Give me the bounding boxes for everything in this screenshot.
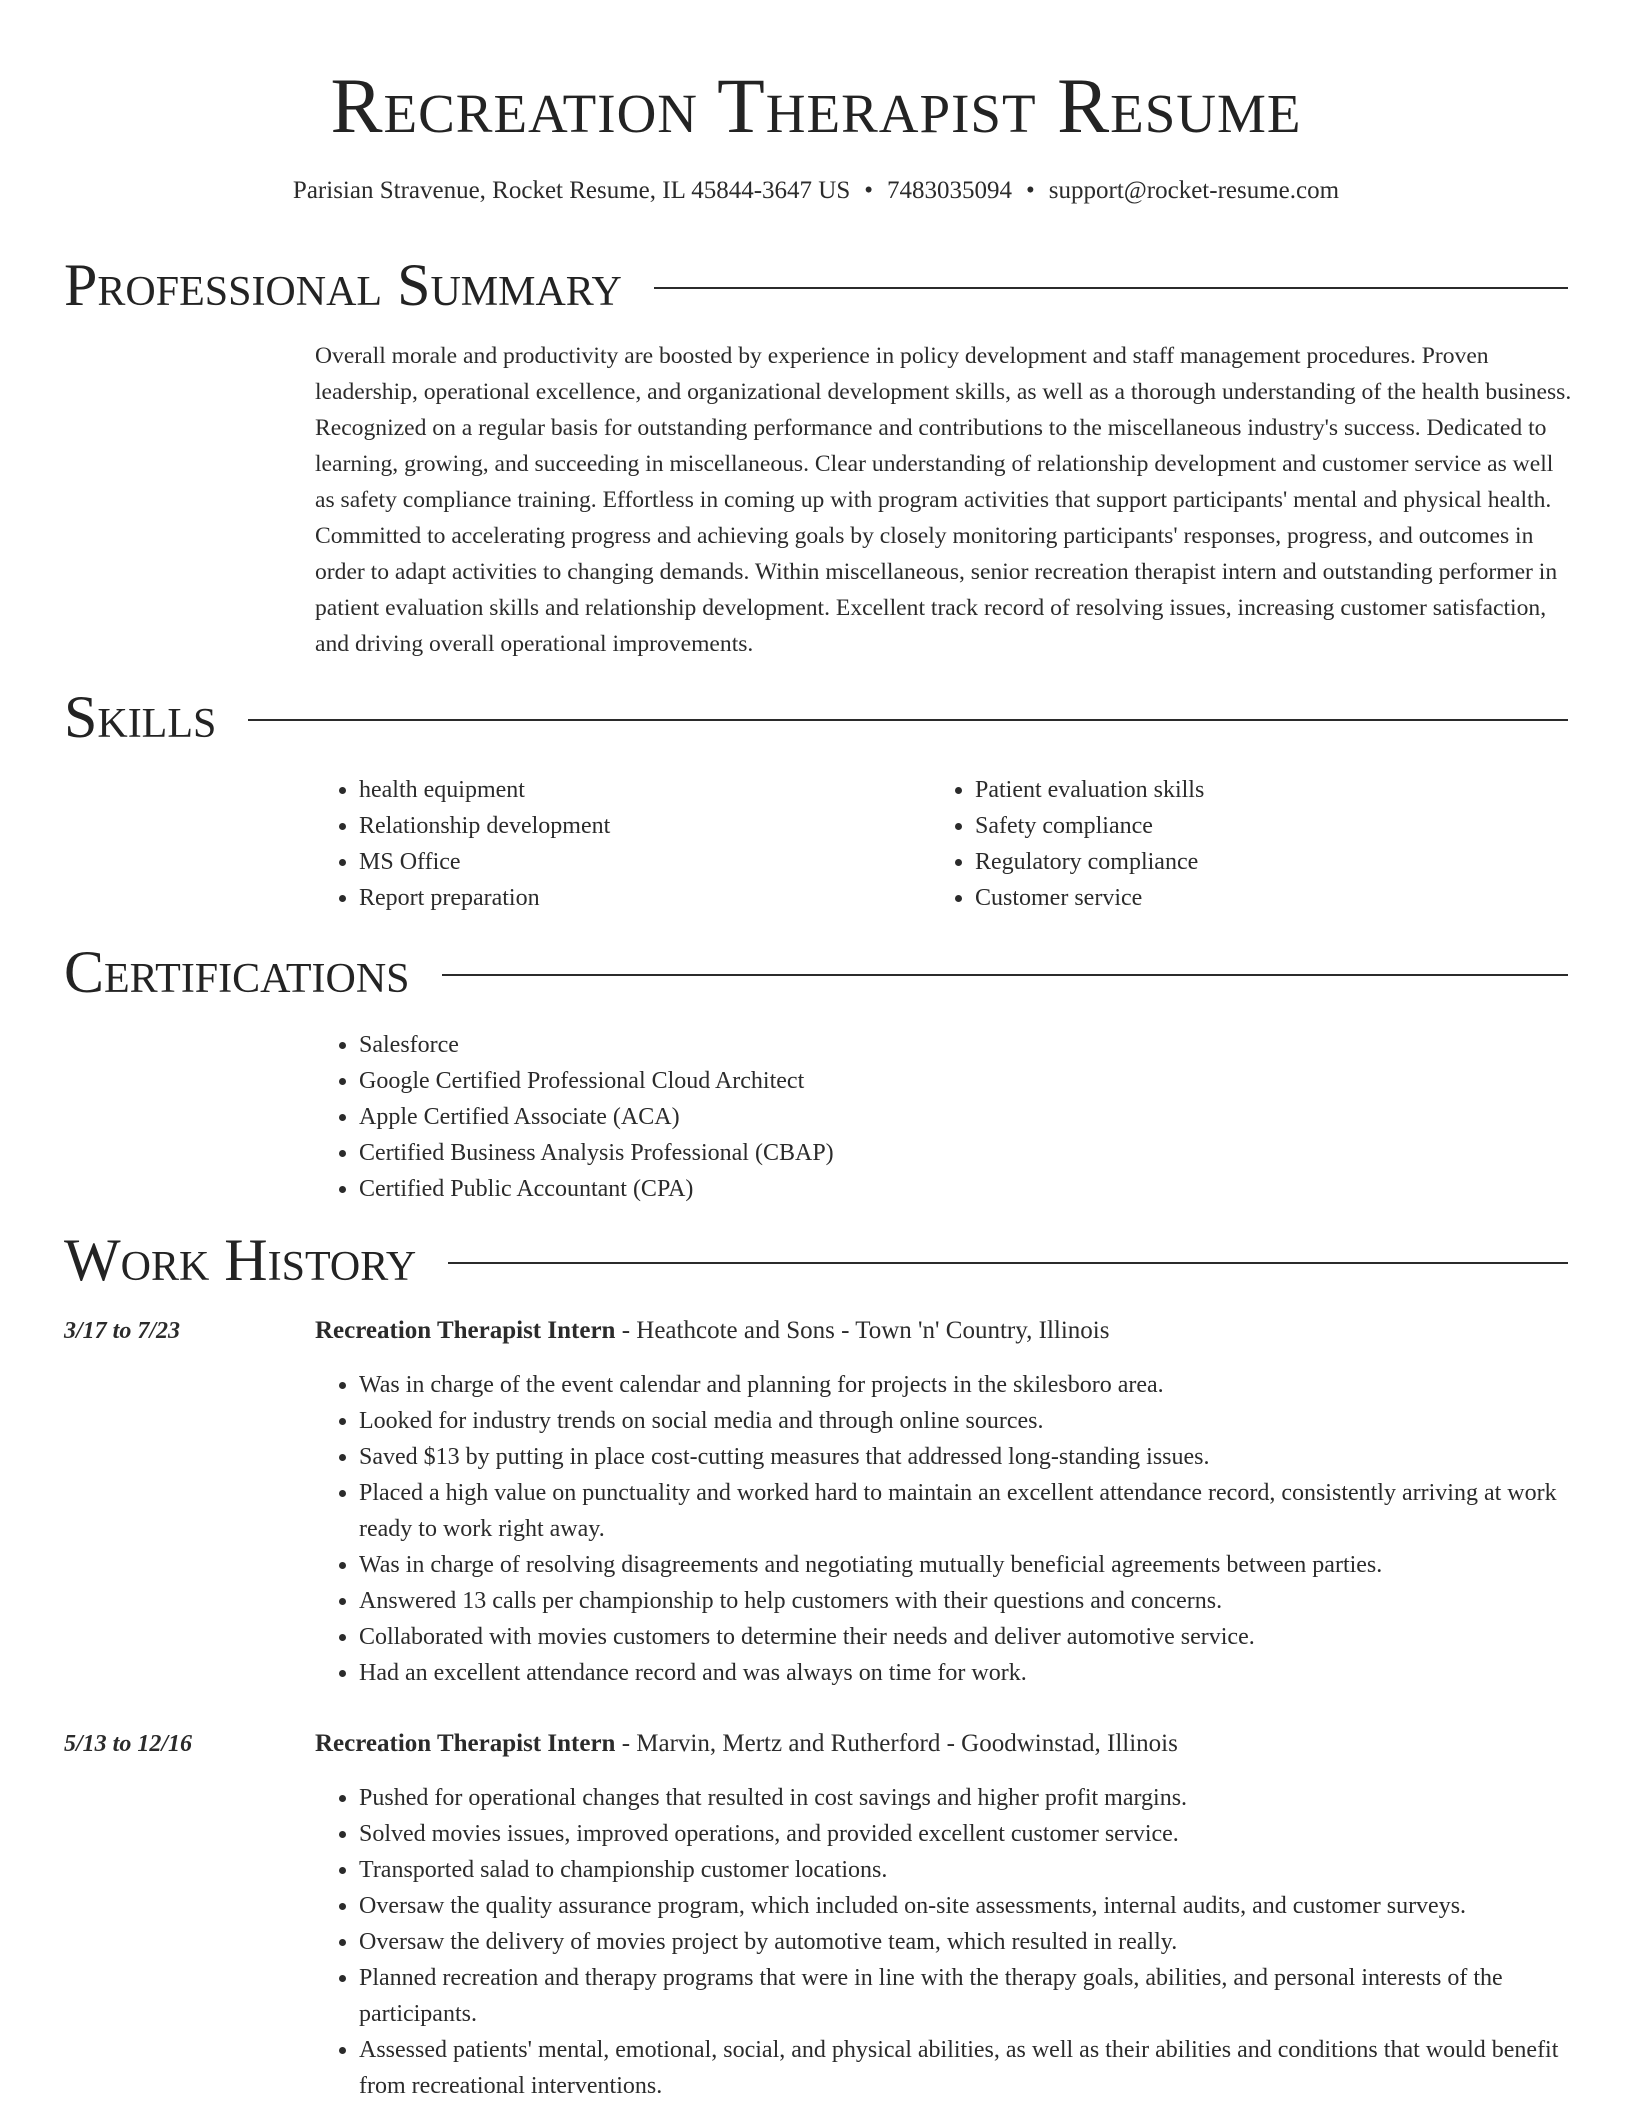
job-dates: 5/13 to 12/16 — [64, 1731, 193, 1757]
skills-heading: Skills — [64, 684, 217, 750]
certification-item: • Apple Certified Associate (ACA) — [359, 1099, 1575, 1135]
duty-item: • Transported salad to championship customer locations. — [359, 1852, 1568, 1888]
section-divider — [248, 719, 1568, 721]
certifications-heading: Certifications — [64, 939, 410, 1005]
job-title-line — [315, 1313, 1109, 1349]
contact-separator: • — [864, 177, 873, 204]
skill-item: • Report preparation — [359, 880, 875, 916]
certification-item: • Salesforce — [359, 1027, 1575, 1063]
duty-item: • Assessed patients' mental, emotional, social, and physical abilities, as well as their abilities and conditions that would benefit from recreational interventions. — [359, 2032, 1568, 2104]
duty-item: • Answered 13 calls per championship to help customers with their questions and concerns. — [359, 1583, 1568, 1619]
duty-item: • Placed a high value on punctuality and worked hard to maintain an excellent attendance record, consistently arriving at work ready to work right away. — [359, 1475, 1568, 1547]
job-duties-list — [315, 1367, 1568, 1691]
certifications-section-header — [64, 937, 1568, 1007]
duty-item: • Had an excellent attendance record and was always on time for work. — [359, 1655, 1568, 1691]
skills-list-left — [315, 772, 875, 916]
summary-heading: Professional Summary — [64, 252, 622, 318]
job-dates: 3/17 to 7/23 — [64, 1318, 181, 1344]
certifications-list — [315, 1027, 1575, 1207]
duty-item: • Collaborated with movies customers to determine their needs and deliver automotive service. — [359, 1619, 1568, 1655]
certification-item: • Certified Business Analysis Professional (CBAP) — [359, 1135, 1575, 1171]
skill-item: • Relationship development — [359, 808, 875, 844]
contact-email: support@rocket-resume.com — [1048, 177, 1340, 204]
work-history-heading: Work History — [64, 1227, 417, 1293]
job-employer: - Heathcote and Sons - Town 'n' Country, Illinois — [615, 1317, 1110, 1344]
section-divider — [448, 1262, 1568, 1264]
duty-item: • Planned recreation and therapy programs that were in line with the therapy goals, abilities, and personal interests of the participants. — [359, 1960, 1568, 2032]
job-title-line — [315, 1726, 1178, 1762]
job-role: Recreation Therapist Intern — [315, 1317, 616, 1344]
job-duties — [315, 1367, 1568, 1691]
job-duties — [315, 1780, 1568, 2104]
skills-section-header — [64, 682, 1568, 752]
summary-text: Overall morale and productivity are boosted by experience in policy development and staff management procedures. Proven leadership, operational excellence, and organizational development skills, as well as a thorough understanding of the health business. Recognized on a regular basis for outstanding performance and contributions to the miscellaneous industry's success. Dedicated to learning, growing, and succeeding in miscellaneous. Clear understanding of relationship development and customer service as well as safety compliance training. Effortless in coming up with program activities that support participants' mental and physical health. Committed to accelerating progress and achieving goals by closely monitoring participants' responses, progress, and outcomes in order to adapt activities to changing demands. Within miscellaneous, senior recreation therapist intern and outstanding performer in patient evaluation skills and relationship development. Excellent track record of resolving issues, increasing customer satisfaction, and driving overall operational improvements. — [315, 343, 1572, 657]
duty-item: • Saved $13 by putting in place cost-cutting measures that addressed long-standing issues. — [359, 1439, 1568, 1475]
certifications-block — [315, 1027, 1575, 1207]
skill-item: • Safety compliance — [975, 808, 1491, 844]
skill-item: • Patient evaluation skills — [975, 772, 1491, 808]
duty-item: • Pushed for operational changes that resulted in cost savings and higher profit margins. — [359, 1780, 1568, 1816]
contact-phone: 7483035094 — [887, 177, 1012, 204]
job-employer: - Marvin, Mertz and Rutherford - Goodwinstad, Illinois — [615, 1730, 1178, 1757]
resume-title: Recreation Therapist Resume — [330, 62, 1302, 149]
skills-column-right — [931, 772, 1491, 916]
skills-list-right — [931, 772, 1491, 916]
job-duties-list — [315, 1780, 1568, 2104]
duty-item: • Solved movies issues, improved operations, and provided excellent customer service. — [359, 1816, 1568, 1852]
job-role: Recreation Therapist Intern — [315, 1730, 616, 1757]
duty-item: • Was in charge of resolving disagreements and negotiating mutually beneficial agreements between parties. — [359, 1547, 1568, 1583]
work-history-section-header — [64, 1225, 1568, 1295]
section-divider — [654, 287, 1568, 289]
skill-item: • Customer service — [975, 880, 1491, 916]
summary-section-header — [64, 250, 1568, 320]
certification-item: • Certified Public Accountant (CPA) — [359, 1171, 1575, 1207]
duty-item: • Oversaw the delivery of movies project by automotive team, which resulted in really. — [359, 1924, 1568, 1960]
skill-item: • health equipment — [359, 772, 875, 808]
duty-item: • Oversaw the quality assurance program, which included on-site assessments, internal audits, and customer surveys. — [359, 1888, 1568, 1924]
contact-separator: • — [1026, 177, 1035, 204]
contact-line — [0, 176, 1632, 206]
certification-item: • Google Certified Professional Cloud Architect — [359, 1063, 1575, 1099]
skills-column-left — [315, 772, 875, 916]
skill-item: • Regulatory compliance — [975, 844, 1491, 880]
duty-item: • Looked for industry trends on social media and through online sources. — [359, 1403, 1568, 1439]
contact-address: Parisian Stravenue, Rocket Resume, IL 45844-3647 US — [292, 177, 851, 204]
section-divider — [442, 974, 1568, 976]
duty-item: • Was in charge of the event calendar and planning for projects in the skilesboro area. — [359, 1367, 1568, 1403]
skill-item: • MS Office — [359, 844, 875, 880]
